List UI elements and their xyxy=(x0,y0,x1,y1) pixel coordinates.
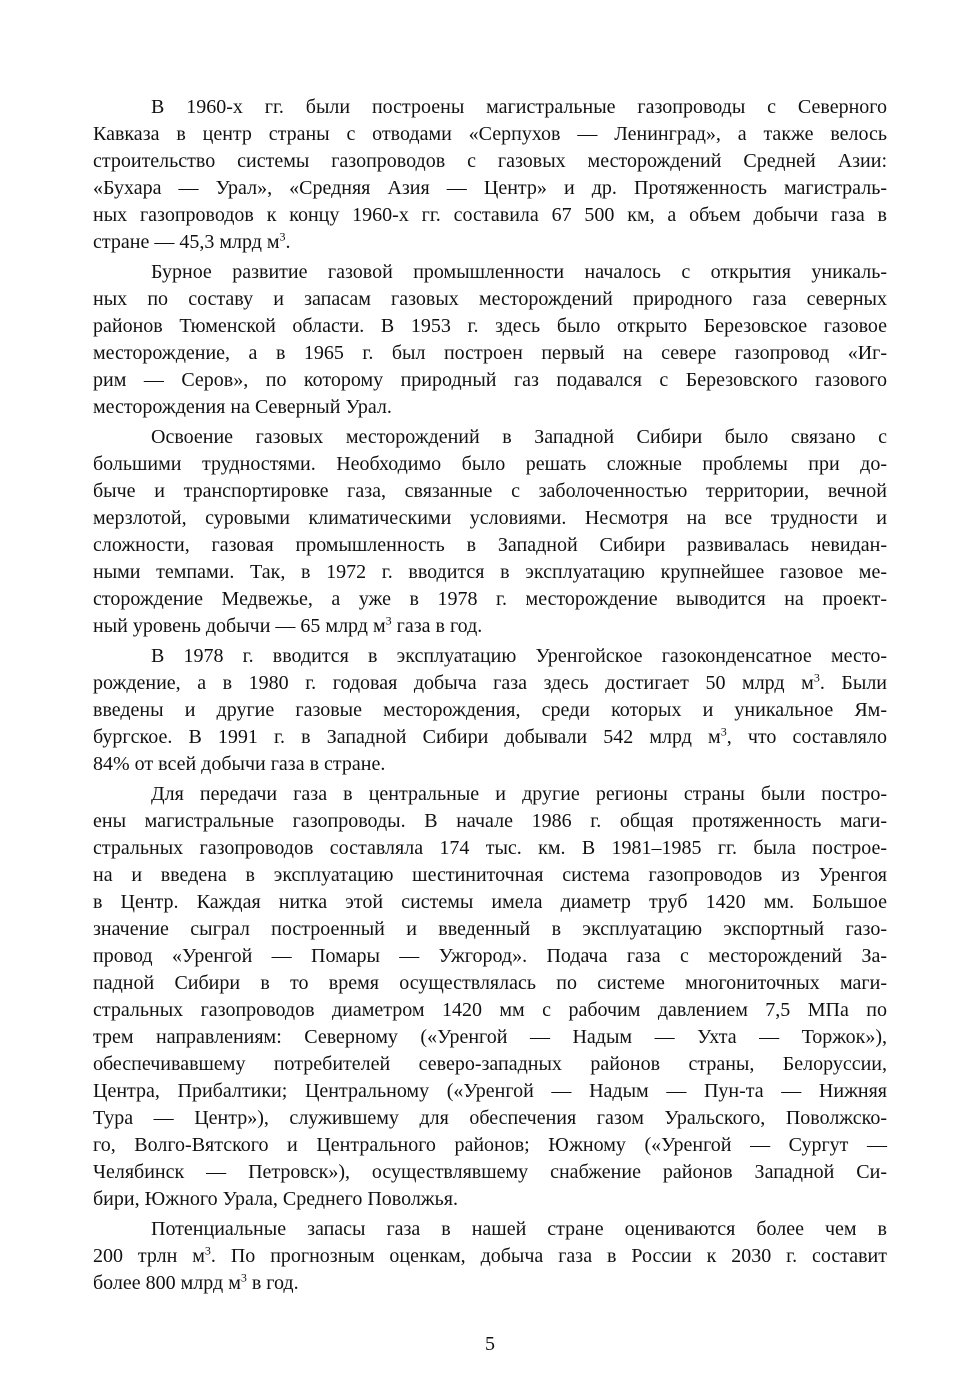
superscript: 3 xyxy=(720,724,727,739)
paragraph-3 xyxy=(93,424,887,640)
text-line: 84% от всей добычи газа в стране. xyxy=(93,753,386,775)
text-fragment: . Были xyxy=(819,672,887,694)
text-line: обеспечивавшему потребителей северо-западных районов страны, Белоруссии, xyxy=(93,1053,887,1075)
text-line: на и введена в эксплуатацию шестиниточная система газопроводов из Уренгоя xyxy=(93,864,887,886)
paragraph-6 xyxy=(93,1216,887,1297)
text-line: введены и другие газовые месторождения, среди которых и уникальное Ям- xyxy=(93,699,887,721)
text-line: трем направлениям: Северному («Уренгой — Надым — Ухта — Торжок»), xyxy=(93,1026,887,1048)
page-number: 5 xyxy=(485,1333,495,1355)
text-line: Центра, Прибалтики; Центральному («Уренгой — Надым — Пун-та — Нижняя xyxy=(93,1080,887,1102)
text-line: ных по составу и запасам газовых месторождений природного газа северных xyxy=(93,288,887,310)
text-line: большими трудностями. Необходимо было решать сложные проблемы при до- xyxy=(93,453,887,475)
text-line: ены магистральные газопроводы. В начале 1986 г. общая протяженность маги- xyxy=(93,810,887,832)
text-fragment: рождение, а в 1980 г. годовая добыча газа здесь достигает 50 млрд м xyxy=(93,672,814,694)
text-line: месторождение, а в 1965 г. был построен первый на севере газопровод «Иг- xyxy=(93,342,887,364)
paragraph-4 xyxy=(93,643,887,778)
text-line: падной Сибири в то время осуществлялась по системе многониточных маги- xyxy=(93,972,887,994)
text-line: Для передачи газа в центральные и другие регионы страны были постро- xyxy=(151,783,887,805)
text-line xyxy=(93,670,887,697)
text-fragment: ный уровень добычи — 65 млрд м xyxy=(93,615,386,637)
text-line: строительство системы газопроводов с газовых месторождений Средней Азии: xyxy=(93,150,887,172)
text-line: Тура — Центр»), служившему для обеспечения газом Уральского, Поволжско- xyxy=(93,1107,887,1129)
text-line: Потенциальные запасы газа в нашей стране оцениваются более чем в xyxy=(151,1218,887,1240)
text-line: Бурное развитие газовой промышленности началось с открытия уникаль- xyxy=(151,261,887,283)
text-line xyxy=(93,613,887,640)
text-line xyxy=(93,1243,887,1270)
text-line: районов Тюменской области. В 1953 г. здесь было открыто Березовское газовое xyxy=(93,315,887,337)
text-line: Освоение газовых месторождений в Западной Сибири было связано с xyxy=(151,426,887,448)
text-fragment: , что составляло xyxy=(726,726,887,748)
text-line xyxy=(93,724,887,751)
text-line: быче и транспортировке газа, связанные с заболоченностью территории, вечной xyxy=(93,480,887,502)
superscript: 3 xyxy=(240,1270,247,1285)
paragraph-1 xyxy=(93,94,887,256)
superscript: 3 xyxy=(279,229,286,244)
superscript: 3 xyxy=(385,613,392,628)
text-fragment: бургское. В 1991 г. в Западной Сибири добывали 542 млрд м xyxy=(93,726,721,748)
body-text xyxy=(93,94,887,1297)
text-fragment: стране — 45,3 млрд м xyxy=(93,231,280,253)
text-fragment: в год. xyxy=(246,1272,299,1294)
text-line: Кавказа в центр страны с отводами «Серпухов — Ленинград», а также велось xyxy=(93,123,887,145)
superscript: 3 xyxy=(204,1243,211,1258)
text-line: стральных газопроводов составляла 174 тыс. км. В 1981–1985 гг. была построе- xyxy=(93,837,887,859)
text-line: ными темпами. Так, в 1972 г. вводится в эксплуатацию крупнейшее газовое ме- xyxy=(93,561,887,583)
text-line xyxy=(93,1270,887,1297)
text-fragment: 200 трлн м xyxy=(93,1245,205,1267)
text-fragment: . xyxy=(285,231,291,253)
text-line: В 1978 г. вводится в эксплуатацию Уренгойское газоконденсатное место- xyxy=(151,645,887,667)
text-line: рим — Серов», по которому природный газ подавался с Березовского газового xyxy=(93,369,887,391)
text-line: В 1960-х гг. были построены магистральные газопроводы с Северного xyxy=(151,96,887,118)
text-line: месторождения на Северный Урал. xyxy=(93,396,392,418)
text-line: мерзлотой, суровыми климатическими условиями. Несмотря на все трудности и xyxy=(93,507,887,529)
text-fragment: . По прогнозным оценкам, добыча газа в России к 2030 г. составит xyxy=(210,1245,887,1267)
text-line: «Бухара — Урал», «Средняя Азия — Центр» и др. Протяженность магистраль- xyxy=(93,177,887,199)
paragraph-5 xyxy=(93,781,887,1213)
text-line: го, Волго-Вятского и Центрального районов; Южному («Уренгой — Сургут — xyxy=(93,1134,887,1156)
text-fragment: газа в год. xyxy=(391,615,483,637)
paragraph-2 xyxy=(93,259,887,421)
text-line: Челябинск — Петровск»), осуществлявшему снабжение районов Западной Си- xyxy=(93,1161,887,1183)
text-line: сторождение Медвежье, а уже в 1978 г. месторождение выводится на проект- xyxy=(93,588,887,610)
superscript: 3 xyxy=(813,670,820,685)
text-line: значение сыграл построенный и введенный в эксплуатацию экспортный газо- xyxy=(93,918,887,940)
text-line: сложности, газовая промышленность в Западной Сибири развивалась невидан- xyxy=(93,534,887,556)
text-line: ных газопроводов к концу 1960-х гг. составила 67 500 км, а объем добычи газа в xyxy=(93,204,887,226)
text-line: в Центр. Каждая нитка этой системы имела диаметр труб 1420 мм. Большое xyxy=(93,891,887,913)
text-fragment: более 800 млрд м xyxy=(93,1272,241,1294)
text-line: провод «Уренгой — Помары — Ужгород». Подача газа с месторождений За- xyxy=(93,945,887,967)
text-line: бири, Южного Урала, Среднего Поволжья. xyxy=(93,1188,458,1210)
text-line: стральных газопроводов диаметром 1420 мм с рабочим давлением 7,5 МПа по xyxy=(93,999,887,1021)
text-line xyxy=(93,229,887,256)
